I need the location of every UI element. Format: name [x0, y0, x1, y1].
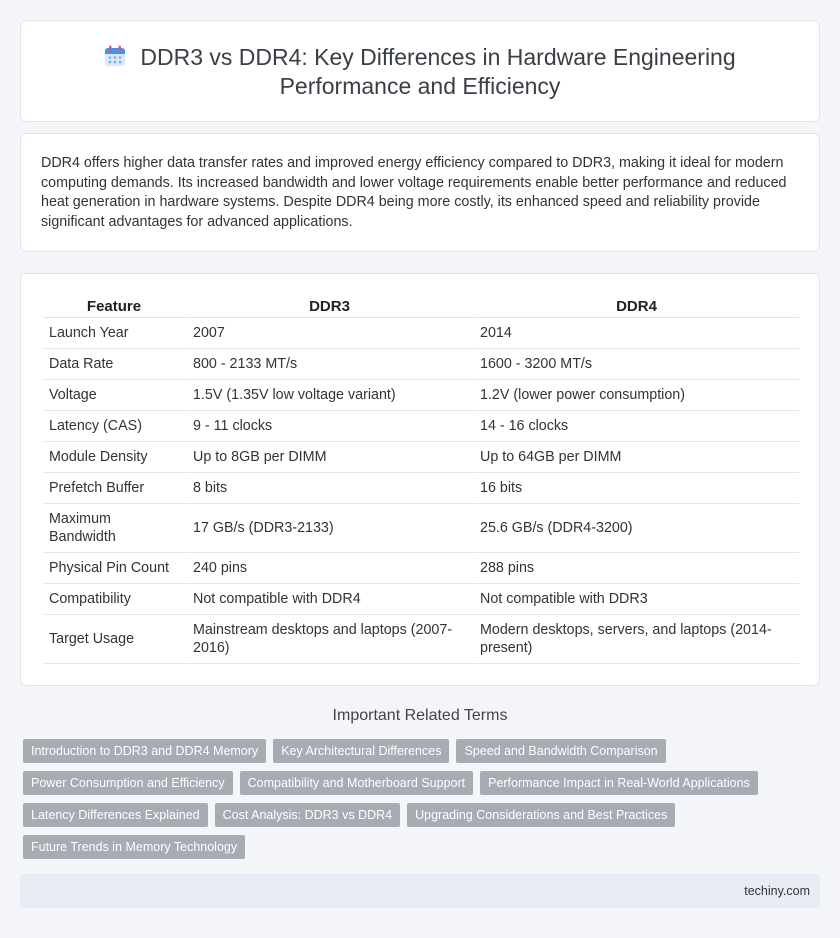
table-row [43, 442, 799, 473]
comparison-table-card [20, 273, 820, 686]
ddr4-cell: 14 - 16 clocks [472, 411, 799, 442]
related-term-tag[interactable]: Speed and Bandwidth Comparison [456, 739, 665, 763]
table-row [43, 504, 799, 553]
related-term-tag[interactable]: Compatibility and Motherboard Support [240, 771, 473, 795]
related-terms-title: Important Related Terms [332, 707, 508, 724]
ddr4-cell: 1600 - 3200 MT/s [472, 349, 799, 380]
feature-cell: Physical Pin Count [43, 553, 185, 584]
related-term-tag[interactable]: Upgrading Considerations and Best Practices [407, 803, 675, 827]
ddr4-cell: Up to 64GB per DIMM [472, 442, 799, 473]
footer [20, 874, 820, 908]
ddr3-cell: 1.5V (1.35V low voltage variant) [185, 380, 472, 411]
ddr3-cell: Mainstream desktops and laptops (2007-2016) [185, 615, 472, 664]
title-line-2: Performance and Efficiency [279, 73, 561, 99]
footer-brand[interactable]: techiny.com [744, 884, 810, 898]
table-header-row [43, 292, 799, 318]
related-term-tag[interactable]: Latency Differences Explained [23, 803, 208, 827]
ddr3-cell: 240 pins [185, 553, 472, 584]
intro-card [20, 133, 820, 252]
ddr4-cell: 25.6 GB/s (DDR4-3200) [472, 504, 799, 553]
header-feature: Feature [43, 292, 185, 318]
comparison-table [43, 292, 799, 664]
page-title [21, 43, 819, 101]
feature-cell: Latency (CAS) [43, 411, 185, 442]
header-card [20, 20, 820, 122]
ddr3-cell: Not compatible with DDR4 [185, 584, 472, 615]
ddr3-cell: 17 GB/s (DDR3-2133) [185, 504, 472, 553]
ddr4-cell: 1.2V (lower power consumption) [472, 380, 799, 411]
title-line-1: DDR3 vs DDR4: Key Differences in Hardware Engineering [140, 44, 736, 70]
ddr3-cell: Up to 8GB per DIMM [185, 442, 472, 473]
ddr3-cell: 9 - 11 clocks [185, 411, 472, 442]
table-row [43, 615, 799, 664]
related-term-tag[interactable]: Cost Analysis: DDR3 vs DDR4 [215, 803, 401, 827]
table-row [43, 473, 799, 504]
feature-cell: Data Rate [43, 349, 185, 380]
table-row [43, 584, 799, 615]
feature-cell: Target Usage [43, 615, 185, 664]
related-term-tag[interactable]: Performance Impact in Real-World Applications [480, 771, 758, 795]
ddr3-cell: 2007 [185, 318, 472, 349]
related-term-tag[interactable]: Key Architectural Differences [273, 739, 449, 763]
ddr3-cell: 800 - 2133 MT/s [185, 349, 472, 380]
ddr4-cell: 16 bits [472, 473, 799, 504]
feature-cell: Prefetch Buffer [43, 473, 185, 504]
header-ddr4: DDR4 [472, 292, 799, 318]
related-term-tag[interactable]: Power Consumption and Efficiency [23, 771, 233, 795]
related-term-tag[interactable]: Future Trends in Memory Technology [23, 835, 245, 859]
feature-cell: Voltage [43, 380, 185, 411]
related-terms-list [23, 739, 823, 859]
ddr4-cell: Not compatible with DDR3 [472, 584, 799, 615]
feature-cell: Compatibility [43, 584, 185, 615]
ddr4-cell: Modern desktops, servers, and laptops (2014-present) [472, 615, 799, 664]
table-row [43, 380, 799, 411]
ddr4-cell: 2014 [472, 318, 799, 349]
table-row [43, 553, 799, 584]
intro-paragraph: DDR4 offers higher data transfer rates and improved energy efficiency compared to DDR3, making it ideal for modern computing demands. Its increased bandwidth and lower voltage requirements enable better performance and reduced heat generation in hardware systems. Despite DDR4 being more costly, its enhanced speed and reliability provide significant advantages for advanced applications. [41, 155, 787, 230]
feature-cell: Module Density [43, 442, 185, 473]
table-row [43, 349, 799, 380]
table-row [43, 318, 799, 349]
table-row [43, 411, 799, 442]
feature-cell: Maximum Bandwidth [43, 504, 185, 553]
related-term-tag[interactable]: Introduction to DDR3 and DDR4 Memory [23, 739, 266, 763]
header-ddr3: DDR3 [185, 292, 472, 318]
ddr4-cell: 288 pins [472, 553, 799, 584]
ddr3-cell: 8 bits [185, 473, 472, 504]
feature-cell: Launch Year [43, 318, 185, 349]
calendar-icon [104, 45, 126, 67]
